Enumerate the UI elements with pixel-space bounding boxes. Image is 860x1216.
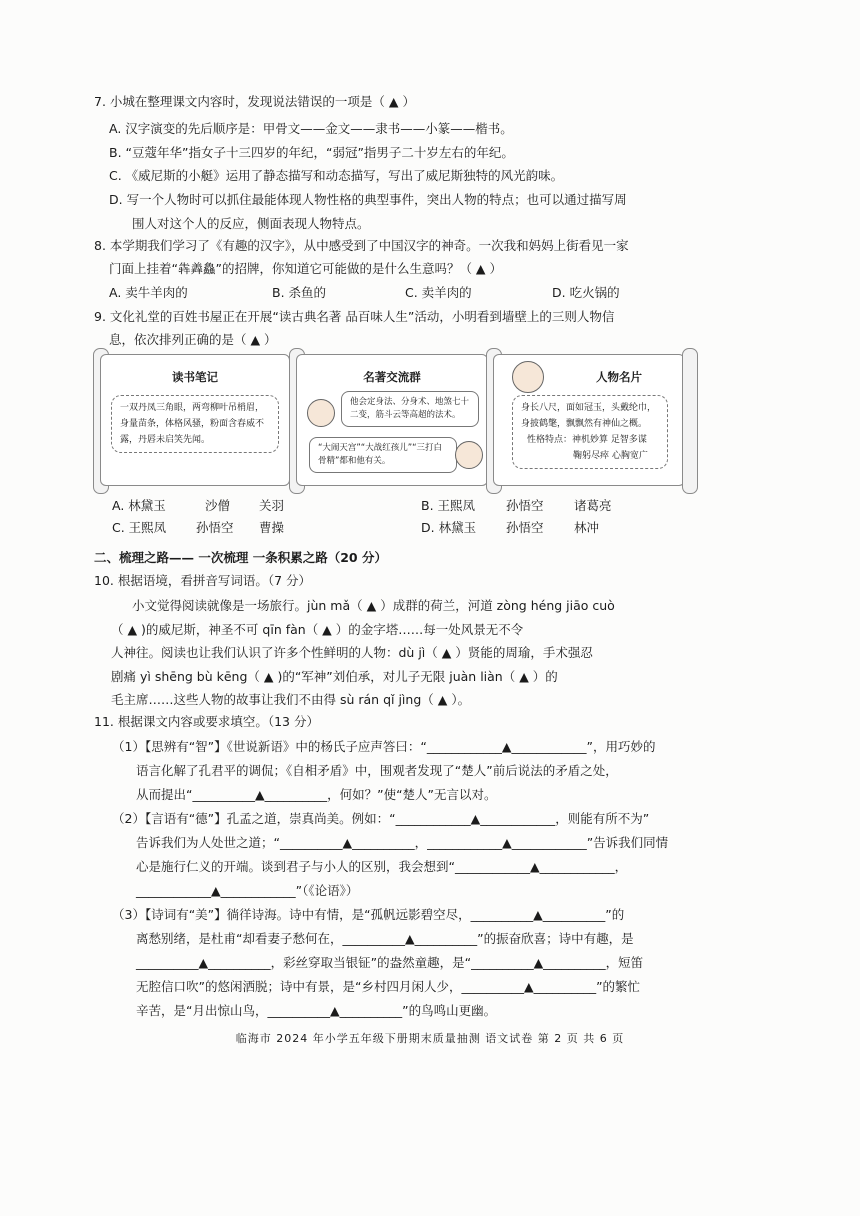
q11-line7: ____________▲____________”（《论语》）: [136, 883, 359, 898]
q7-option-d: D. 写一个人物时可以抓住最能体现人物性格的典型事件，突出人物的特点；也可以通过描写周: [109, 192, 627, 207]
card-reading-notes: [100, 354, 290, 486]
student-avatar-icon: [307, 399, 335, 427]
card-character-profile: [493, 354, 685, 486]
q9-option-c-2: 孙悟空: [196, 520, 234, 535]
q8-option-b: B. 杀鱼的: [272, 285, 327, 300]
q11-stem: 11. 根据课文内容或要求填空。（13 分）: [94, 714, 319, 729]
q9-option-c-3: 曹操: [259, 520, 285, 535]
card-character-profile-text: [512, 395, 668, 469]
page-footer: 临海市 2024 年小学五年级下册期末质量抽测 语文试卷 第 2 页 共 6 页: [235, 1032, 625, 1045]
q9-option-c: C. 王熙凤: [112, 520, 167, 535]
q9-stem-line2: 息，依次排列正确的是（ ▲ ）: [109, 332, 277, 347]
q8-option-c: C. 卖羊肉的: [405, 285, 472, 300]
q7-stem: 7. 小城在整理课文内容时，发现说法错误的一项是（ ▲ ）: [94, 94, 415, 109]
q8-stem-line2: 门面上挂着“犇羴鱻”的招牌，你知道它可能做的是什么生意吗？（ ▲ ）: [109, 261, 503, 276]
q11-line8: （3）【诗词有“美”】徜徉诗海。诗中有情，是“孤帆远影碧空尽，__________▲__________”的: [112, 907, 625, 922]
profile-desc: 身长八尺，面如冠玉，头戴纶巾，身披鹤氅，飘飘然有神仙之概。: [521, 403, 657, 429]
profile-traits: 性格特点：神机妙算 足智多谋: [527, 435, 647, 445]
card-character-profile-title: 人物名片: [596, 370, 642, 384]
q9-option-b-2: 孙悟空: [506, 498, 544, 513]
chat-bubble-1: 他会定身法、分身术、地煞七十二变，筋斗云等高超的法术。: [341, 391, 479, 427]
q9-option-a-2: 沙僧: [205, 498, 231, 513]
q7-option-c: C. 《威尼斯的小艇》运用了静态描写和动态描写，写出了威尼斯独特的风光韵味。: [109, 168, 564, 183]
q9-option-a: A. 林黛玉: [112, 498, 166, 513]
q11-line9: 离愁别绪，是杜甫“却看妻子愁何在，__________▲__________”的振奋欣喜；诗中有趣，是: [136, 931, 634, 946]
card-reading-notes-text: 一双丹凤三角眼，两弯柳叶吊梢眉，身量苗条，体格风骚，粉面含春威不露，丹唇未启笑先闻。: [111, 395, 279, 453]
girl-avatar-icon: [512, 361, 544, 393]
q11-line5: 告诉我们为人处世之道；“__________▲__________，____________▲____________”告诉我们同情: [136, 835, 669, 850]
q8-stem-line1: 8. 本学期我们学习了《有趣的汉字》，从中感受到了中国汉字的神奇。一次我和妈妈上街看见一家: [94, 238, 629, 253]
q9-option-d: D. 林黛玉: [421, 520, 477, 535]
q11-line10: __________▲__________，彩丝穿取当银钲”的盎然童趣，是“__________▲__________，短笛: [136, 955, 644, 970]
student-avatar-icon: [455, 441, 483, 469]
chat-bubble-2: “大闹天宫”“大战红孩儿”“三打白骨精”都和他有关。: [309, 437, 457, 473]
scroll-roll: [682, 348, 698, 494]
q10-line4: 剧痛 yì shēng bù kēng（ ▲ )的“军神”刘伯承，对儿子无限 juàn liàn（ ▲ ）的: [111, 669, 558, 684]
q7-option-a: A. 汉字演变的先后顺序是：甲骨文——金文——隶书——小篆——楷书。: [109, 121, 513, 136]
card-discussion-group-title: 名著交流群: [363, 370, 421, 384]
q11-line6: 心是施行仁义的开端。谈到君子与小人的区别，我会想到“____________▲____________，: [136, 859, 628, 874]
q10-line3: 人神往。阅读也让我们认识了许多个性鲜明的人物：dù jì（ ▲ ）贤能的周瑜，手术强忍: [111, 645, 593, 660]
q7-option-b: B. “豆蔻年华”指女子十三四岁的年纪，“弱冠”指男子二十岁左右的年纪。: [109, 145, 514, 160]
q10-stem: 10. 根据语境，看拼音写词语。（7 分）: [94, 573, 312, 588]
q11-line4: （2）【言语有“德”】孔孟之道，崇真尚美。例如：“____________▲____________，则能有所不为”: [112, 811, 650, 826]
q8-option-a: A. 卖牛羊肉的: [109, 285, 188, 300]
q9-option-b: B. 王熙凤: [421, 498, 476, 513]
card-discussion-group: [296, 354, 488, 486]
card-reading-notes-title: 读书笔记: [172, 370, 218, 384]
q8-option-d: D. 吃火锅的: [552, 285, 620, 300]
q11-line12: 辛苦，是“月出惊山鸟，__________▲__________”的鸟鸣山更幽。: [136, 1003, 497, 1018]
q11-line3: 从而提出“__________▲__________，何如？”使“楚人”无言以对。: [136, 787, 497, 802]
q11-line1: （1）【思辨有“智”】《世说新语》中的杨氏子应声答曰：“____________▲____________”，用巧妙的: [112, 739, 656, 754]
q9-option-d-3: 林冲: [574, 520, 600, 535]
q9-stem-line1: 9. 文化礼堂的百姓书屋正在开展“读古典名著 品百味人生”活动，小明看到墙壁上的三则人物信: [94, 309, 615, 324]
q11-line2: 语言化解了孔君平的调侃；《自相矛盾》中，围观者发现了“楚人”前后说法的矛盾之处，: [136, 763, 618, 778]
profile-traits-cont: 鞠躬尽瘁 心胸宽广: [573, 451, 648, 461]
section-2-heading: 二、梳理之路—— 一次梳理 一条积累之路（20 分）: [94, 550, 387, 565]
q10-line2: （ ▲ )的威尼斯，神圣不可 qīn fàn（ ▲ ）的金字塔……每一处风景无不令: [111, 622, 524, 637]
q9-option-b-3: 诸葛亮: [574, 498, 612, 513]
q9-option-d-2: 孙悟空: [506, 520, 544, 535]
q9-option-a-3: 关羽: [259, 498, 285, 513]
q10-line5: 毛主席……这些人物的故事让我们不由得 sù rán qǐ jìng（ ▲ ）。: [111, 692, 471, 707]
q11-line11: 无腔信口吹”的悠闲洒脱；诗中有景，是“乡村四月闲人少，__________▲__________”的繁忙: [136, 979, 641, 994]
q7-option-d-cont: 围人对这个人的反应，侧面表现人物特点。: [132, 216, 370, 231]
q10-line1: 小文觉得阅读就像是一场旅行。jùn mǎ（ ▲ ）成群的荷兰，河道 zòng héng jiāo cuò: [132, 598, 615, 613]
